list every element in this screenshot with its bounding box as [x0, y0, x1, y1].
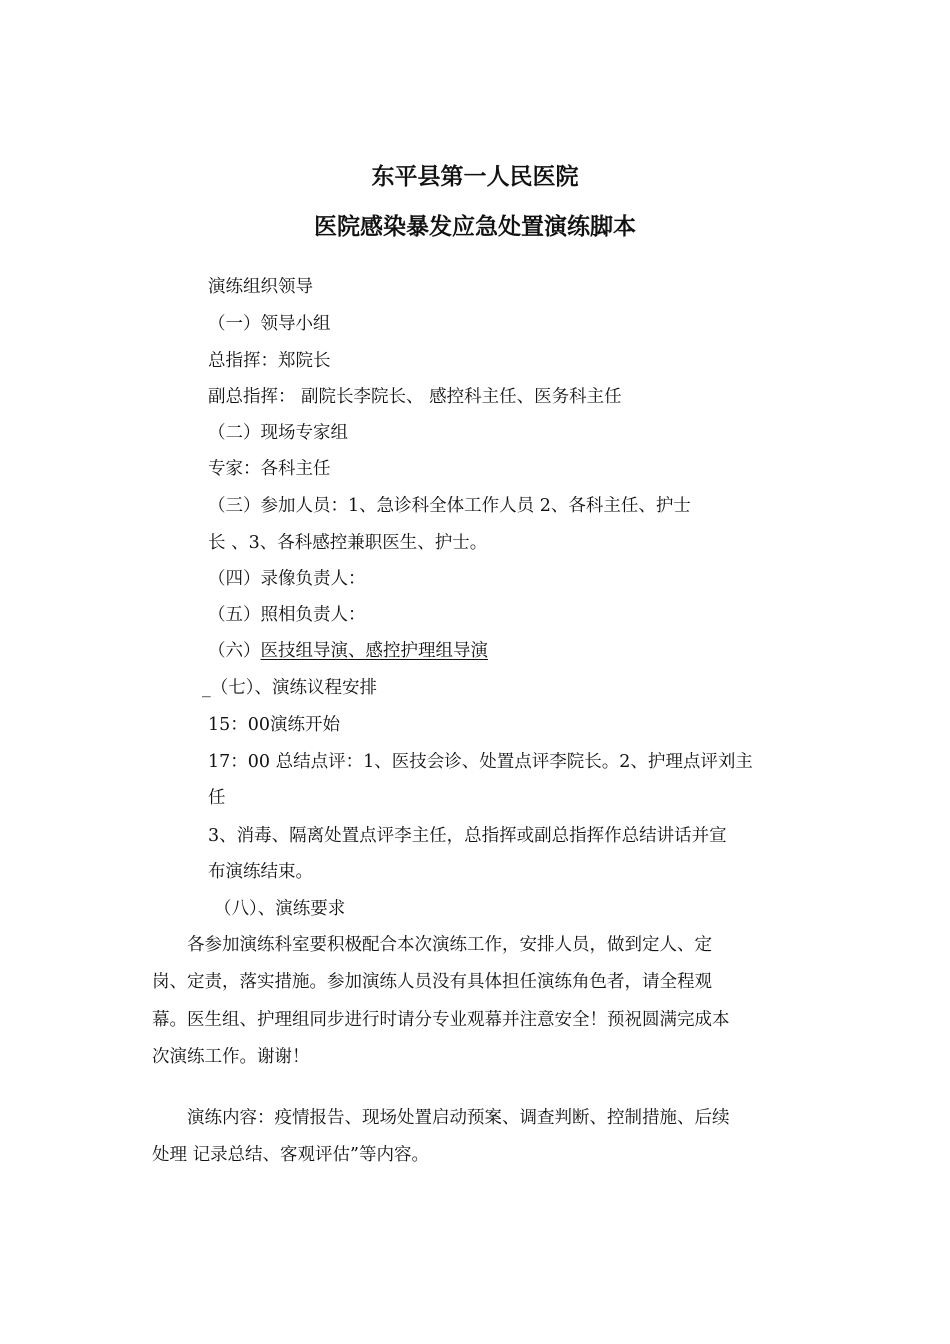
requirements-para-line-3: 幕。医生组、护理组同步进行时请分专业观幕并注意安全！预祝圆满完成本: [152, 1010, 730, 1030]
content-line-1: 演练内容：疫情报告、现场处置启动预案、调查判断、控制措施、后续: [187, 1108, 730, 1128]
experts-line: 专家：各科主任: [208, 459, 331, 479]
agenda-summary-line-1: 17：00 总结点评：1、医技会诊、处置点评李院长。2、护理点评刘主: [208, 752, 753, 772]
deputy-commander-line: 副总指挥： 副院长李院长、 感控科主任、医务科主任: [208, 387, 622, 407]
document-title: 医院感染暴发应急处置演练脚本: [314, 214, 636, 240]
video-lead-line: （四）录像负责人：: [208, 569, 366, 589]
requirements-para-line-4: 次演练工作。谢谢！: [152, 1047, 310, 1067]
requirements-para-line-2: 岗、定责，落实措施。参加演练人员没有具体担任演练角色者，请全程观: [152, 972, 712, 992]
requirements-heading: （八）、演练要求: [214, 899, 346, 919]
requirements-para-line-1: 各参加演练科室要积极配合本次演练工作，安排人员，做到定人、定: [187, 935, 712, 955]
leadership-group-heading: （一）领导小组: [208, 314, 331, 334]
agenda-heading: （七）、演练议程安排: [210, 678, 377, 698]
hospital-name-title: 东平县第一人民医院: [371, 164, 579, 190]
agenda-summary-line-3: 3、消毒、隔离处置点评李主任，总指挥或副总指挥作总结讲话并宣: [208, 826, 727, 846]
organization-heading: 演练组织领导: [208, 277, 313, 297]
agenda-underscore: _: [202, 678, 211, 698]
commander-line: 总指挥：郑院长: [208, 351, 331, 371]
participants-line-2: 长 、3、各科感控兼职医生、护士。: [208, 533, 488, 553]
expert-group-heading: （二）现场专家组: [208, 423, 348, 443]
content-line-2: 处理 记录总结、客观评估”等内容。: [152, 1145, 430, 1165]
agenda-summary-line-2: 任: [208, 788, 226, 808]
directors-line: [208, 638, 488, 664]
agenda-heading-line: [202, 675, 377, 701]
agenda-start-line: 15：00演练开始: [208, 715, 341, 735]
directors-prefix: （六）: [208, 641, 261, 661]
agenda-summary-line-4: 布演练结束。: [208, 862, 313, 882]
directors-text: 医技组导演、感控护理组导演: [260, 641, 488, 661]
participants-line-1: （三）参加人员：1、急诊科全体工作人员 2、各科主任、护士: [208, 496, 691, 516]
photo-lead-line: （五）照相负责人：: [208, 605, 366, 625]
